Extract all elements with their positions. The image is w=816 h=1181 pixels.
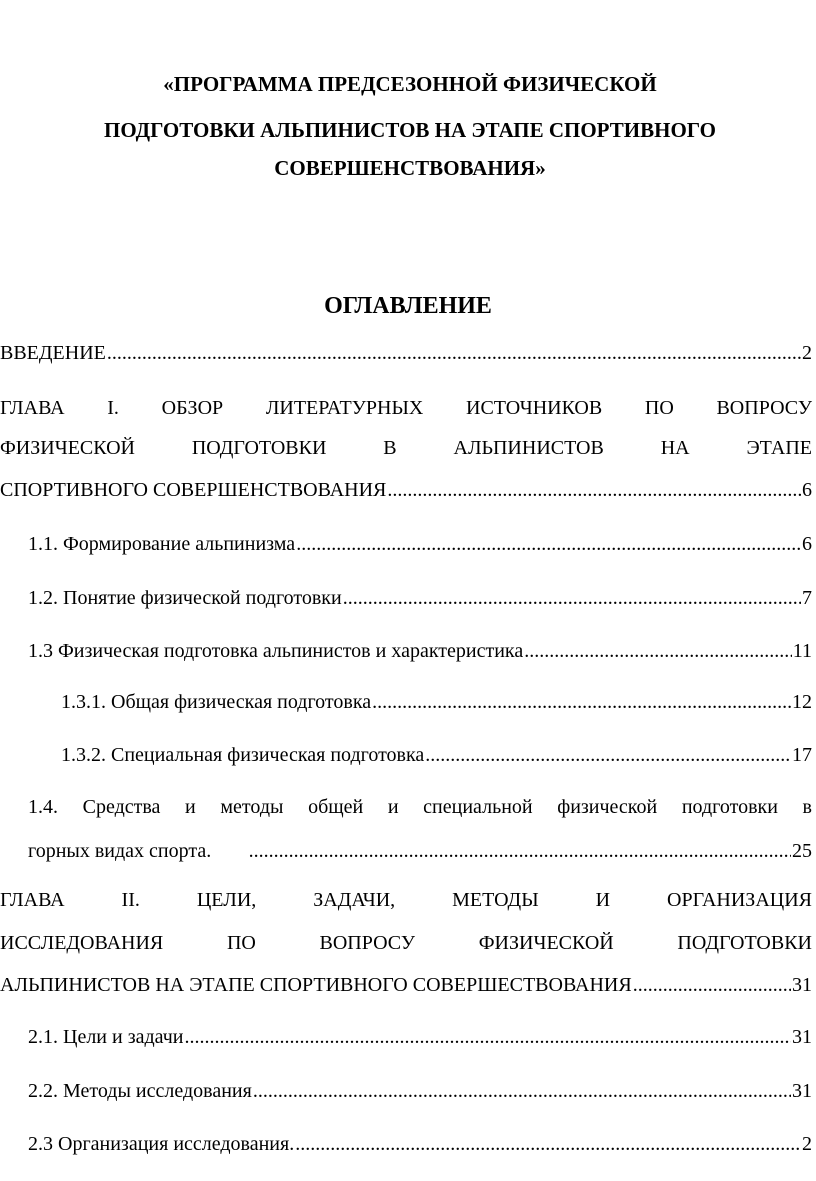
toc-page-number: 12: [792, 691, 812, 713]
toc-entry-label: СПОРТИВНОГО СОВЕРШЕНСТВОВАНИЯ: [0, 479, 387, 501]
toc-entry-chapter1[interactable]: [0, 478, 812, 502]
dot-leader: [185, 1025, 792, 1049]
toc-entry-1-3[interactable]: [28, 639, 812, 663]
toc-page-number: 7: [802, 587, 812, 609]
toc-entry-1-3-2[interactable]: [61, 743, 812, 767]
toc-entry-1-4[interactable]: [28, 839, 812, 863]
toc-page-number: 11: [792, 640, 812, 662]
toc-chapter2-line-2[interactable]: ИССЛЕДОВАНИЯ ПО ВОПРОСУ ФИЗИЧЕСКОЙ ПОДГОТОВКИ: [0, 932, 812, 954]
dot-leader: [343, 586, 801, 610]
dot-leader: [107, 341, 801, 365]
toc-heading: ОГЛАВЛЕНИЕ: [324, 293, 492, 319]
toc-chapter1-line-1[interactable]: ГЛАВА I. ОБЗОР ЛИТЕРАТУРНЫХ ИСТОЧНИКОВ ПО ВОПРОСУ: [0, 397, 812, 419]
toc-page-number: 31: [792, 1080, 812, 1102]
dot-leader: [295, 1132, 801, 1156]
dot-leader: [296, 532, 801, 556]
toc-page-number: 2: [802, 1133, 812, 1155]
toc-page-number: 25: [792, 840, 812, 862]
dot-leader: [253, 1079, 791, 1103]
toc-entry-label: 1.3.1. Общая физическая подготовка: [61, 691, 372, 713]
toc-entry-1-1[interactable]: [28, 532, 812, 556]
toc-entry-intro[interactable]: [0, 341, 812, 365]
toc-entry-label: ВВЕДЕНИЕ: [0, 342, 106, 364]
toc-entry-label: 2.1. Цели и задачи: [28, 1026, 184, 1048]
document-title-line-3: СОВЕРШЕНСТВОВАНИЯ»: [274, 156, 546, 180]
dot-leader: [524, 639, 792, 663]
dot-leader: [372, 690, 791, 714]
toc-entry-label: 1.2. Понятие физической подготовки: [28, 587, 342, 609]
toc-entry-1-2[interactable]: [28, 586, 812, 610]
toc-entry-2-3[interactable]: [28, 1132, 812, 1156]
toc-page-number: 6: [802, 479, 812, 501]
dot-leader: [387, 478, 801, 502]
toc-entry-2-1[interactable]: [28, 1025, 812, 1049]
toc-page-number: 2: [802, 342, 812, 364]
toc-page-number: 31: [792, 974, 812, 996]
toc-entry-label: 2.2. Методы исследования: [28, 1080, 252, 1102]
toc-entry-2-2[interactable]: [28, 1079, 812, 1103]
toc-entry-chapter2[interactable]: [0, 973, 812, 997]
toc-page-number: 6: [802, 533, 812, 555]
dot-leader: [249, 839, 791, 863]
toc-entry-label: 1.3.2. Специальная физическая подготовка: [61, 744, 425, 766]
toc-entry-1-4-line-1[interactable]: 1.4. Средства и методы общей и специальной физической подготовки в: [28, 796, 812, 818]
toc-chapter2-line-1[interactable]: ГЛАВА II. ЦЕЛИ, ЗАДАЧИ, МЕТОДЫ И ОРГАНИЗАЦИЯ: [0, 889, 812, 911]
toc-entry-label: АЛЬПИНИСТОВ НА ЭТАПЕ СПОРТИВНОГО СОВЕРШЕСТВОВАНИЯ: [0, 974, 632, 996]
document-title-line-1: «ПРОГРАММА ПРЕДСЕЗОННОЙ ФИЗИЧЕСКОЙ: [163, 72, 657, 96]
document-title-line-2: ПОДГОТОВКИ АЛЬПИНИСТОВ НА ЭТАПЕ СПОРТИВНОГО: [104, 118, 716, 142]
toc-entry-label: горных видах спорта.: [28, 840, 212, 862]
toc-entry-label: 2.3 Организация исследования.: [28, 1133, 295, 1155]
toc-page-number: 17: [792, 744, 812, 766]
dot-leader: [633, 973, 791, 997]
toc-entry-label: 1.1. Формирование альпинизма: [28, 533, 296, 555]
toc-page-number: 31: [792, 1026, 812, 1048]
toc-entry-1-3-1[interactable]: [61, 690, 812, 714]
toc-chapter1-line-2[interactable]: ФИЗИЧЕСКОЙ ПОДГОТОВКИ В АЛЬПИНИСТОВ НА ЭТАПЕ: [0, 437, 812, 459]
dot-leader: [425, 743, 791, 767]
toc-entry-label: 1.3 Физическая подготовка альпинистов и характеристика: [28, 640, 524, 662]
